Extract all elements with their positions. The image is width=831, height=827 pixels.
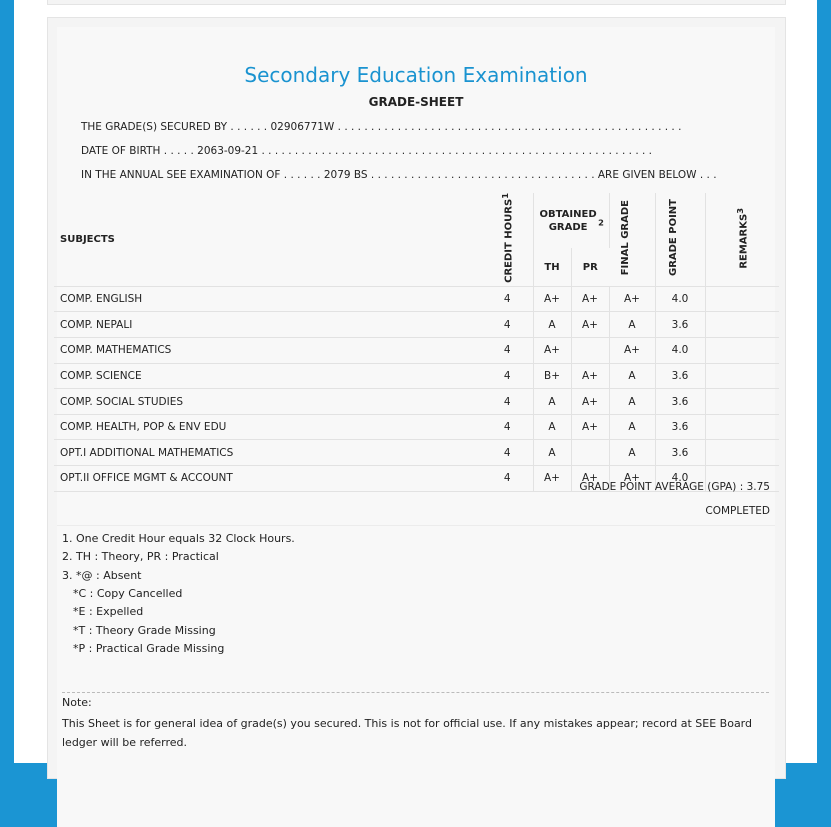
cell-final: A+ [609,466,655,492]
cell-gp: 4.0 [655,338,705,364]
info-exam-year: IN THE ANNUAL SEE EXAMINATION OF . . . . . . 2079 BS . . . . . . . . . . . . . . . . . . . . . . . . . . . . . . . . . . ARE GIVEN BELOW . . . [81,169,717,181]
cell-subject: OPT.II OFFICE MGMT & ACCOUNT [54,466,482,492]
footnote-expelled: *E : Expelled [73,605,144,618]
table-row [54,363,779,389]
cell-th: A [533,389,571,415]
cell-final: A [609,414,655,440]
table-row [54,338,779,364]
header-subjects: SUBJECTS [54,193,482,286]
info-secured-by: THE GRADE(S) SECURED BY . . . . . . 02906771W . . . . . . . . . . . . . . . . . . . . . . . . . . . . . . . . . . . . . . . . . . . . . . . . . . . . [81,121,682,133]
cell-th: A+ [533,338,571,364]
sheet-subtitle: GRADE-SHEET [368,95,464,109]
table-row [54,414,779,440]
cell-credit: 4 [482,414,533,440]
header-th: TH [533,248,571,286]
footnote-practical-missing: *P : Practical Grade Missing [73,642,225,655]
cell-th: A+ [533,286,571,312]
cell-th: A+ [533,466,571,492]
header-grade-point: GRADE POINT [655,193,705,286]
cell-final: A+ [609,286,655,312]
cell-subject: COMP. ENGLISH [54,286,482,312]
table-row [54,312,779,338]
cell-remarks [705,312,779,338]
cell-pr: A+ [571,414,609,440]
footnote-th-pr: 2. TH : Theory, PR : Practical [62,550,219,563]
cell-credit: 4 [482,312,533,338]
section-divider [57,525,775,526]
table-row [54,389,779,415]
header-credit-hours: CREDIT HOURS$^1$ [482,193,533,286]
footnote-credit-hour: 1. One Credit Hour equals 32 Clock Hours. [62,532,295,545]
cell-subject: OPT.I ADDITIONAL MATHEMATICS [54,440,482,466]
cell-remarks [705,440,779,466]
cell-pr: A+ [571,286,609,312]
header-obtained-grade: OBTAINED GRADE $^2$ [533,193,609,248]
cell-credit: 4 [482,389,533,415]
footnote-copy-cancelled: *C : Copy Cancelled [73,587,183,600]
cell-subject: COMP. HEALTH, POP & ENV EDU [54,414,482,440]
info-date-of-birth: DATE OF BIRTH . . . . . 2063-09-21 . . . . . . . . . . . . . . . . . . . . . . . . . . . . . . . . . . . . . . . . . . . . . . . . . . . . . . . . . . . [81,145,653,157]
completion-status: COMPLETED [705,505,770,517]
cell-credit: 4 [482,338,533,364]
note-divider [62,692,769,693]
cell-credit: 4 [482,466,533,492]
cell-subject: COMP. MATHEMATICS [54,338,482,364]
cell-gp: 3.6 [655,389,705,415]
gpa-summary: GRADE POINT AVERAGE (GPA) : 3.75 [579,481,770,493]
note-heading: Note: [62,696,92,709]
cell-subject: COMP. NEPALI [54,312,482,338]
cell-pr [571,338,609,364]
exam-title: Secondary Education Examination [244,63,588,87]
cell-final: A [609,389,655,415]
cell-pr [571,440,609,466]
cell-gp: 4.0 [655,286,705,312]
footnote-absent: 3. *@ : Absent [62,569,142,582]
header-final-grade: FINAL GRADE [609,193,655,286]
cell-gp: 3.6 [655,440,705,466]
cell-gp: 3.6 [655,363,705,389]
table-header [54,193,779,286]
header-remarks: REMARKS$^3$ [705,193,779,286]
table-row [54,440,779,466]
table-row [54,286,779,312]
cell-th: B+ [533,363,571,389]
cell-final: A [609,312,655,338]
footnote-theory-missing: *T : Theory Grade Missing [73,624,216,637]
cell-remarks [705,363,779,389]
header-pr: PR [571,248,609,286]
cell-credit: 4 [482,440,533,466]
cell-th: A [533,312,571,338]
cell-th: A [533,414,571,440]
cell-subject: COMP. SOCIAL STUDIES [54,389,482,415]
cell-pr: A+ [571,363,609,389]
cell-credit: 4 [482,286,533,312]
cell-gp: 3.6 [655,414,705,440]
cell-credit: 4 [482,363,533,389]
grade-sheet-card [47,17,786,779]
cell-final: A [609,363,655,389]
cell-remarks [705,414,779,440]
note-text: This Sheet is for general idea of grade(s) you secured. This is not for official use. If any mistakes appear; record at SEE Board ledger will be referred. [62,717,752,749]
cell-final: A [609,440,655,466]
top-card-edge [47,0,786,5]
grade-table [54,193,779,492]
cell-gp: 3.6 [655,312,705,338]
cell-pr: A+ [571,389,609,415]
cell-subject: COMP. SCIENCE [54,363,482,389]
table-body [54,286,779,491]
cell-remarks [705,338,779,364]
cell-th: A [533,440,571,466]
cell-pr: A+ [571,466,609,492]
cell-remarks [705,389,779,415]
cell-remarks [705,286,779,312]
cell-final: A+ [609,338,655,364]
cell-pr: A+ [571,312,609,338]
cell-gp: 4.0 [655,466,705,492]
